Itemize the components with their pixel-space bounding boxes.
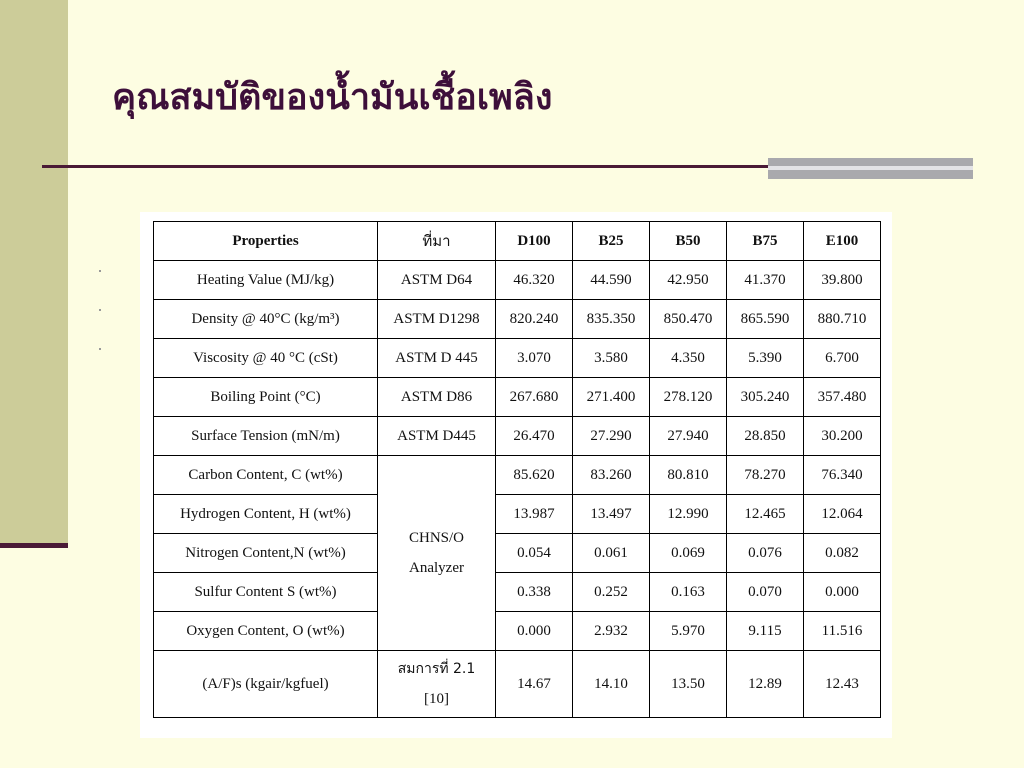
value-cell: 44.590 bbox=[573, 261, 650, 300]
header-source: ที่มา bbox=[378, 222, 496, 261]
value-cell: 12.89 bbox=[727, 651, 804, 718]
property-cell: Nitrogen Content,N (wt%) bbox=[154, 534, 378, 573]
table-row bbox=[154, 534, 881, 573]
value-cell: 267.680 bbox=[496, 378, 573, 417]
value-cell: 5.390 bbox=[727, 339, 804, 378]
value-cell: 12.064 bbox=[804, 495, 881, 534]
table-row bbox=[154, 417, 881, 456]
value-cell: 26.470 bbox=[496, 417, 573, 456]
value-cell: 4.350 bbox=[650, 339, 727, 378]
property-cell: Sulfur Content S (wt%) bbox=[154, 573, 378, 612]
value-cell: 13.50 bbox=[650, 651, 727, 718]
method-af-line1: สมการที่ 2.1 bbox=[397, 661, 476, 677]
value-cell: 78.270 bbox=[727, 456, 804, 495]
value-cell: 0.000 bbox=[496, 612, 573, 651]
method-cell: ASTM D86 bbox=[378, 378, 496, 417]
value-cell: 28.850 bbox=[727, 417, 804, 456]
table-row bbox=[154, 612, 881, 651]
value-cell: 835.350 bbox=[573, 300, 650, 339]
value-cell: 9.115 bbox=[727, 612, 804, 651]
value-cell: 820.240 bbox=[496, 300, 573, 339]
value-cell: 39.800 bbox=[804, 261, 881, 300]
slide-title: คุณสมบัติของน้ำมันเชื้อเพลิง bbox=[112, 76, 553, 118]
value-cell: 0.054 bbox=[496, 534, 573, 573]
header-properties: Properties bbox=[154, 222, 378, 261]
property-cell: (A/F)s (kgair/kgfuel) bbox=[154, 651, 378, 718]
value-cell: 0.082 bbox=[804, 534, 881, 573]
value-cell: 305.240 bbox=[727, 378, 804, 417]
value-cell: 0.338 bbox=[496, 573, 573, 612]
value-cell: 0.163 bbox=[650, 573, 727, 612]
value-cell: 14.10 bbox=[573, 651, 650, 718]
table-row bbox=[154, 495, 881, 534]
table-row bbox=[154, 261, 881, 300]
value-cell: 12.43 bbox=[804, 651, 881, 718]
value-cell: 278.120 bbox=[650, 378, 727, 417]
property-cell: Density @ 40°C (kg/m³) bbox=[154, 300, 378, 339]
value-cell: 13.497 bbox=[573, 495, 650, 534]
table-row bbox=[154, 339, 881, 378]
value-cell: 865.590 bbox=[727, 300, 804, 339]
value-cell: 880.710 bbox=[804, 300, 881, 339]
value-cell: 3.580 bbox=[573, 339, 650, 378]
property-cell: Viscosity @ 40 °C (cSt) bbox=[154, 339, 378, 378]
value-cell: 12.990 bbox=[650, 495, 727, 534]
value-cell: 0.061 bbox=[573, 534, 650, 573]
value-cell: 83.260 bbox=[573, 456, 650, 495]
value-cell: 76.340 bbox=[804, 456, 881, 495]
value-cell: 271.400 bbox=[573, 378, 650, 417]
method-af-line2: [10] bbox=[424, 691, 449, 707]
value-cell: 0.252 bbox=[573, 573, 650, 612]
bullet-dot bbox=[99, 309, 101, 311]
value-cell: 30.200 bbox=[804, 417, 881, 456]
title-underline bbox=[42, 165, 770, 168]
property-cell: Heating Value (MJ/kg) bbox=[154, 261, 378, 300]
side-accent-bar-foot bbox=[0, 543, 68, 548]
value-cell: 27.290 bbox=[573, 417, 650, 456]
value-cell: 46.320 bbox=[496, 261, 573, 300]
table-row bbox=[154, 651, 881, 718]
value-cell: 42.950 bbox=[650, 261, 727, 300]
property-cell: Surface Tension (mN/m) bbox=[154, 417, 378, 456]
side-accent-bar bbox=[0, 0, 68, 546]
value-cell: 6.700 bbox=[804, 339, 881, 378]
bullet-dot bbox=[99, 270, 101, 272]
value-cell: 14.67 bbox=[496, 651, 573, 718]
property-cell: Oxygen Content, O (wt%) bbox=[154, 612, 378, 651]
method-chns-line1: CHNS/O bbox=[408, 530, 464, 546]
table-panel bbox=[140, 212, 892, 738]
value-cell: 357.480 bbox=[804, 378, 881, 417]
property-cell: Boiling Point (°C) bbox=[154, 378, 378, 417]
value-cell: 12.465 bbox=[727, 495, 804, 534]
value-cell: 2.932 bbox=[573, 612, 650, 651]
value-cell: 11.516 bbox=[804, 612, 881, 651]
value-cell: 85.620 bbox=[496, 456, 573, 495]
header-b75: B75 bbox=[727, 222, 804, 261]
table-row bbox=[154, 300, 881, 339]
method-cell: ASTM D 445 bbox=[378, 339, 496, 378]
value-cell: 3.070 bbox=[496, 339, 573, 378]
value-cell: 0.000 bbox=[804, 573, 881, 612]
header-d100: D100 bbox=[496, 222, 573, 261]
method-cell-chns bbox=[378, 456, 496, 651]
fuel-properties-table bbox=[153, 221, 881, 718]
property-cell: Hydrogen Content, H (wt%) bbox=[154, 495, 378, 534]
header-b50: B50 bbox=[650, 222, 727, 261]
value-cell: 13.987 bbox=[496, 495, 573, 534]
header-row bbox=[154, 222, 881, 261]
method-cell: ASTM D445 bbox=[378, 417, 496, 456]
value-cell: 850.470 bbox=[650, 300, 727, 339]
value-cell: 5.970 bbox=[650, 612, 727, 651]
table-row bbox=[154, 573, 881, 612]
method-cell: ASTM D64 bbox=[378, 261, 496, 300]
value-cell: 80.810 bbox=[650, 456, 727, 495]
method-cell-af bbox=[378, 651, 496, 718]
method-cell: ASTM D1298 bbox=[378, 300, 496, 339]
table-row bbox=[154, 456, 881, 495]
value-cell: 0.070 bbox=[727, 573, 804, 612]
method-chns-line2: Analyzer bbox=[409, 560, 464, 576]
table-row bbox=[154, 378, 881, 417]
property-cell: Carbon Content, C (wt%) bbox=[154, 456, 378, 495]
bullet-dot bbox=[99, 348, 101, 350]
header-b25: B25 bbox=[573, 222, 650, 261]
title-underline-block bbox=[768, 158, 973, 179]
value-cell: 0.076 bbox=[727, 534, 804, 573]
value-cell: 0.069 bbox=[650, 534, 727, 573]
value-cell: 41.370 bbox=[727, 261, 804, 300]
header-e100: E100 bbox=[804, 222, 881, 261]
value-cell: 27.940 bbox=[650, 417, 727, 456]
